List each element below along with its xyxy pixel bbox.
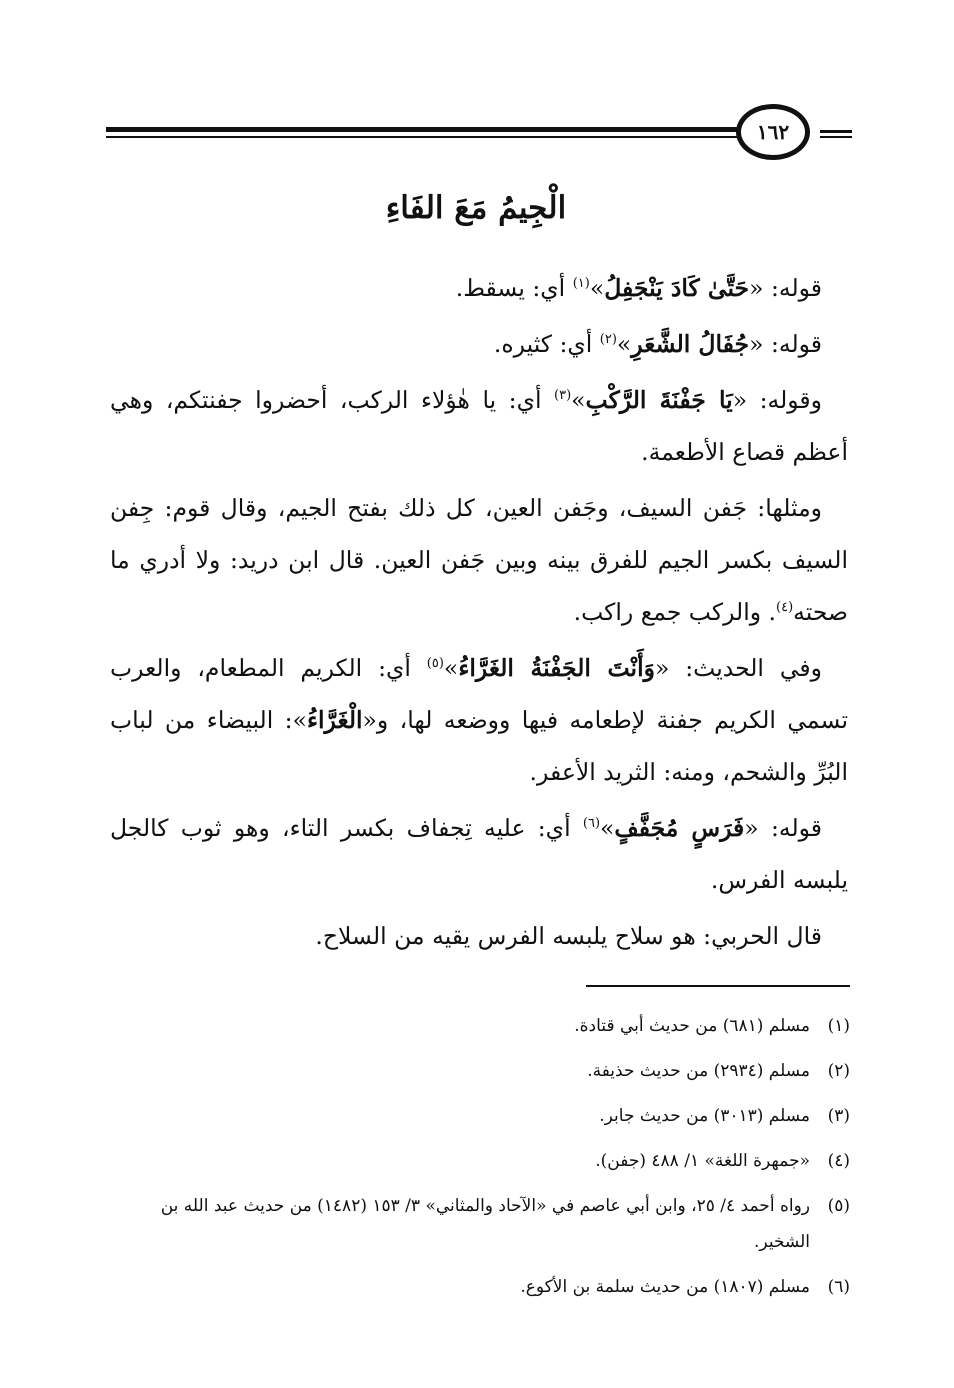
- footnote: [110, 1094, 850, 1139]
- footnote: [110, 1049, 850, 1094]
- term: الْغَرَّاءُ: [306, 706, 363, 734]
- page-header: [100, 100, 852, 170]
- footnotes: [110, 1004, 850, 1310]
- term: وَأَنْتَ الجَفْنَةُ الغَرَّاءُ: [458, 654, 655, 682]
- footnote-number: (٣): [827, 1106, 850, 1126]
- footnote-number: (٦): [827, 1277, 850, 1297]
- term: يَا جَفْنَةَ الرَّكْبِ: [585, 386, 733, 414]
- term: جُفَالُ الشَّعَرِ: [631, 330, 750, 358]
- footnote-number: (٢): [827, 1061, 850, 1081]
- footnote-number: (١): [827, 1016, 850, 1036]
- footnote-ref: (٥): [426, 656, 444, 672]
- term: حَتَّىٰ كَادَ يَنْجَفِلُ: [604, 274, 750, 302]
- footnote: [110, 1265, 850, 1310]
- footnote-text: مسلم (٢٩٣٤) من حديث حذيفة.: [587, 1061, 810, 1081]
- footnote: [110, 1004, 850, 1049]
- footnote-text: رواه أحمد ٤/ ٢٥، وابن أبي عاصم في «الآحاد والمثاني» ٣/ ١٥٣ (١٤٨٢) من حديث عبد الله بن الشخير.: [160, 1196, 810, 1252]
- paragraph-2: قوله: «جُفَالُ الشَّعَرِ»$^{(٢)}$ أي: كثيره.: [493, 330, 822, 358]
- paragraph-1: قوله: «حَتَّىٰ كَادَ يَنْجَفِلُ»$^{(١)}$ أي: يسقط.: [455, 274, 822, 302]
- footnote-text: «جمهرة اللغة» ١/ ٤٨٨ (جفن).: [595, 1151, 810, 1171]
- header-rule-right: [820, 130, 852, 133]
- paragraph-5: وفي الحديث: «وَأَنْتَ الجَفْنَةُ الغَرَّاءُ»$^{(٥)}$ أي: الكريم المطعام، والعرب تسمي الكريم جفنة لإطعامه فيها ووضعه لها، و«الْغَرَّاءُ»: البيضاء من لباب البُرِّ والشحم، ومنه: الثريد الأعفر.: [110, 654, 848, 786]
- paragraph-7: قال الحربي: هو سلاح يلبسه الفرس يقيه من السلاح.: [315, 922, 822, 950]
- footnote-ref: (١): [572, 276, 590, 292]
- footnote-ref: (٢): [599, 332, 617, 348]
- footnote-ref: (٤): [776, 600, 794, 616]
- paragraph-6: قوله: «فَرَسٍ مُجَفَّفٍ»$^{(٦)}$ أي: عليه تِجفاف بكسر التاء، وهو ثوب كالجل يلبسه الفرس.: [110, 814, 848, 894]
- section-title: الْجِيمُ مَعَ الفَاءِ: [385, 190, 567, 226]
- footnote-number: (٤): [827, 1151, 850, 1171]
- header-rule-thick: [106, 127, 738, 132]
- page-number: ١٦٢: [736, 104, 810, 160]
- footnote-text: مسلم (٦٨١) من حديث أبي قتادة.: [574, 1016, 810, 1036]
- body-text: [110, 262, 848, 966]
- footnote-number: (٥): [827, 1196, 850, 1216]
- paragraph-3: وقوله: «يَا جَفْنَةَ الرَّكْبِ»$^{(٣)}$ أي: يا هٰؤلاء الركب، أحضروا جفنتكم، وهي أعظم قصاع الأطعمة.: [110, 386, 848, 466]
- footnote-text: مسلم (١٨٠٧) من حديث سلمة بن الأكوع.: [520, 1277, 810, 1297]
- term: فَرَسٍ مُجَفَّفٍ: [614, 814, 745, 842]
- footnote-ref: (٦): [582, 816, 601, 832]
- footnote-separator: [586, 985, 850, 987]
- header-rule-right-thin: [820, 136, 852, 138]
- footnote: [110, 1139, 850, 1184]
- header-rule-thin: [106, 136, 738, 138]
- footnote-ref: (٣): [554, 388, 572, 404]
- footnote: [110, 1184, 850, 1265]
- paragraph-4: ومثلها: جَفن السيف، وجَفن العين، كل ذلك بفتح الجيم، وقال قوم: جِفن السيف بكسر الجيم للفرق بينه وبين جَفن العين. قال ابن دريد: ولا أدري ما صحته$^{(٤)}$. والركب جمع راكب.: [110, 494, 848, 626]
- footnote-text: مسلم (٣٠١٣) من حديث جابر.: [599, 1106, 810, 1126]
